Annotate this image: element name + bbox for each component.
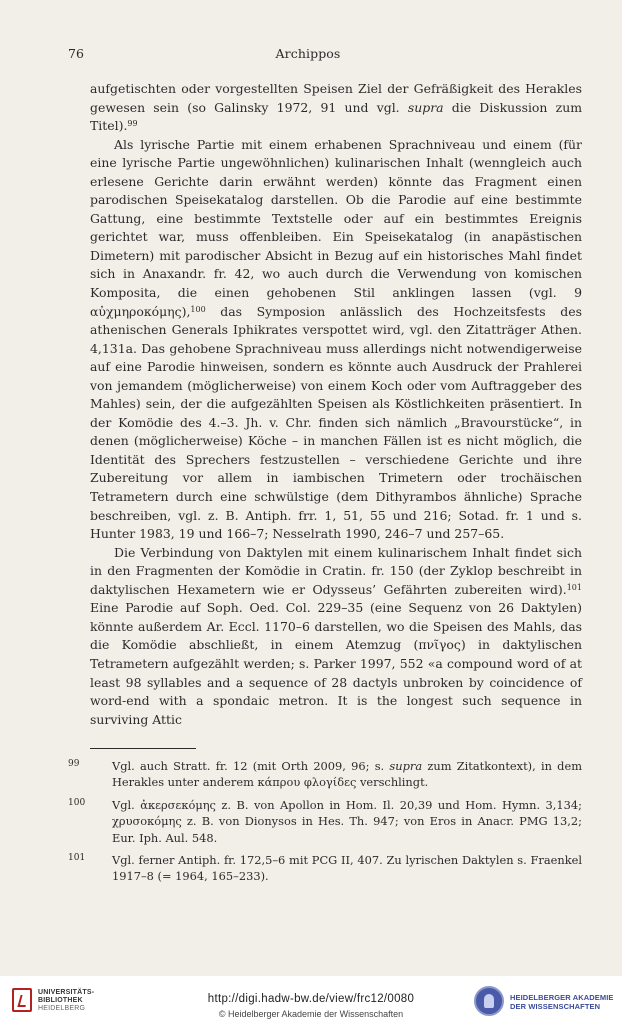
paragraph-3-text-a: Die Verbindung von Daktylen mit einem kulinarischem Inhalt findet sich in den Fragmenten der Komödie in Cratin. fr. 150 (der Zyklop beschreibt in daktylischen Hexametern wie er Odysseus’ Gefährten zubereiten wird). — [90, 544, 582, 597]
footnote-text: Vgl. auch Stratt. fr. 12 (mit Orth 2009, 96; s. — [112, 759, 390, 773]
footnote-number: 100 — [68, 797, 86, 808]
footnote-101 — [68, 852, 582, 885]
footnote-italic: supra — [389, 759, 423, 773]
footnote-text: Vgl. ferner Antiph. fr. 172,5–6 mit PCG II, 407. Zu lyrischen Daktylen s. Fraenkel 1917–8 (= 1964, 165–233). — [112, 853, 582, 884]
footnote-number: 99 — [68, 759, 80, 769]
footnotes — [68, 758, 582, 891]
paragraph-2-text-a: Als lyrische Partie mit einem erhabenen Sprachniveau und einem (für eine lyrische Partie ungewöhnlichen) kulinarischen Inhalt (wenngleich auch erlesene Gerichte darin erwähnt werden) könnte das Fragment einen parodischen Speisekatalog darstellen. Ob die Parodie auf eine bestimmte Gattung, eine bestimmte Textstelle oder auf ein bestimmtes Ereignis gerichtet war, muss offenbleiben. Ein Speisekatalog (in anapästischen Dimetern) mit parodischer Absicht in Bezug auf ein historisches Mahl findet sich in Anaxandr. fr. 42, wo auch durch die Verwendung von komischen Komposita, die einen gehobenen Stil anklingen lassen (vgl. 9 αὐχμηροκόμης), — [90, 136, 582, 319]
academy-logo[interactable] — [474, 986, 620, 1020]
footnote-100 — [68, 797, 582, 846]
paragraph-1-text-after: die Diskussion zum Titel). — [90, 99, 583, 134]
footnote-text: Vgl. ἀκερσεκόμης z. B. von Apollon in Hom. Il. 20,39 und Hom. Hymn. 3,134; χρυσοκόμης z. B. von Dionysos in Hes. Th. 947; von Eros in Anacr. PMG 13,2; Eur. Iph. Aul. 548. — [112, 797, 582, 845]
academy-logo-text — [510, 993, 614, 1011]
paragraph-3 — [90, 544, 582, 729]
viewer-footer — [0, 976, 622, 1025]
library-logo-line-3: HEIDELBERG — [38, 1005, 86, 1012]
main-text — [90, 80, 582, 729]
paragraph-1-italic: supra — [407, 99, 444, 115]
page-header — [68, 46, 548, 62]
copyright-notice: © Heidelberger Akademie der Wissenschaften — [218, 1009, 404, 1019]
footnote-divider — [90, 748, 196, 749]
paragraph-1 — [90, 80, 582, 136]
paragraph-3-text-b: Eine Parodie auf Soph. Oed. Col. 229–35 (eine Sequenz von 26 Daktylen) könnte außerdem Ar. Eccl. 1170–6 darstellen, wo die Speisen des Mahls, das die Komödie abschließt, in einem Atemzug (πνῖγος) in daktylischen Tetrametern aufgezählt werden; s. Parker 1997, 552 «a compound word of at least 98 syllables and a sequence of 28 dactyls unbroken by coincidence of word-end with a spondaic metron. It is the longest such sequence in surviving Attic — [90, 600, 582, 727]
footnote-number: 101 — [68, 853, 86, 864]
page-number: 76 — [68, 46, 85, 61]
footnote-text-after: zum Zitatkontext), in dem Herakles unter anderem κάπρου φλογίδες verschlingt. — [112, 759, 582, 790]
library-logo-line-2: BIBLIOTHEK — [38, 997, 83, 1004]
academy-logo-line-1: HEIDELBERGER AKADEMIE — [510, 993, 614, 1002]
running-head: Archippos — [275, 46, 341, 61]
academy-seal-icon — [474, 986, 504, 1016]
paragraph-1-text: aufgetischten oder vorgestellten Speisen Ziel der Gefräßigkeit des Herakles gewesen sein (so Galinsky 1972, 91 und vgl. — [90, 81, 582, 115]
footnote-ref-101[interactable]: 101 — [566, 582, 582, 592]
library-logo-line-1: UNIVERSITÄTS- — [38, 989, 95, 996]
academy-logo-line-2: DER WISSENSCHAFTEN — [510, 1002, 601, 1011]
paragraph-2-text-b: das Symposion anlässlich des Hochzeitsfests des athenischen Generals Iphikrates verspottet wird, vgl. den Zitatträger Athen. 4,131a. Das gehobene Sprachniveau muss allerdings nicht notwendigerweise auf eine Parodie hinweisen, sondern es könnte auch Ausdruck der Prahlerei von jemandem (möglicherweise) von einem Koch oder vom Auftraggeber des Mahles) sein, der die aufgezählten Speisen als Köstlichkeiten präsentiert. In der Komödie des 4.–3. Jh. v. Chr. finden sich nämlich „Bravourstücke“, in denen (möglicherweise) Köche – in manchen Fällen ist es nicht möglich, die Identität des Sprechers festzustellen – verschiedene Gerichte und ihre Zubereitung vor allem in iambischen Trimetern oder trochäischen Tetrametern durch eine schwülstige (dem Dithyrambos ähnliche) Sprache beschreiben, vgl. z. B. Antiph. frr. 1, 51, 55 und 216; Sotad. fr. 1 und s. Hunter 1983, 19 und 166–7; Nesselrath 1990, 246–7 und 257–65. — [90, 303, 582, 542]
footnote-99 — [68, 758, 582, 791]
footnote-ref-99[interactable]: 99 — [127, 119, 138, 129]
document-url-link[interactable]: http://digi.hadw-bw.de/view/frc12/0080 — [207, 993, 415, 1005]
paragraph-2 — [90, 136, 582, 544]
footnote-ref-100[interactable]: 100 — [190, 304, 206, 314]
